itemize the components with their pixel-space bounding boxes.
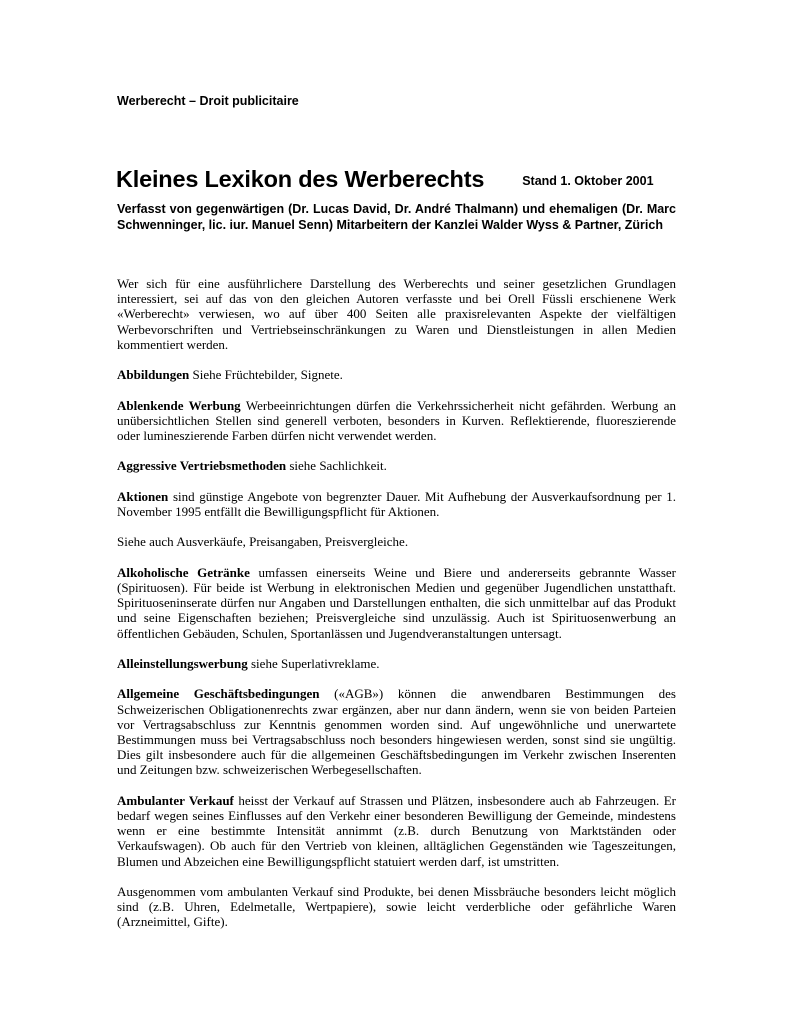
- entry-term: Alkoholische Getränke: [117, 564, 250, 580]
- entry-text: siehe Superlativreklame.: [247, 655, 380, 671]
- entry-paragraph: [117, 398, 676, 444]
- entry-text: Siehe Früchtebilder, Signete.: [189, 367, 343, 383]
- entry-paragraph: [117, 884, 676, 930]
- entry-text: Ausgenommen vom ambulanten Verkauf sind Produkte, bei denen Missbräuche besonders leicht möglich sind (z.B. Uhren, Edelmetalle, Wertpapiere), sowie leicht verderbliche oder gefährliche Waren (Arzneimittel, Gifte).: [117, 883, 676, 930]
- entry-term: Alleinstellungswerbung: [117, 655, 248, 671]
- document-body: [117, 276, 676, 945]
- entry-text: heisst der Verkauf auf Strassen und Plätzen, insbesondere auch ab Fahrzeugen. Er bedarf wegen seines Einflusses auf den Verkehr einer besonderen Bewilligung der Gemeinde, mindestens wenn er eine bestimmte Intensität annimmt (z.B. durch Benutzung von Marktständen oder Verkaufswagen). Ob auch für den Vertrieb von kleinen, alltäglichen Gegenständen wie Tageszeitungen, Blumen und Abzeichen eine Bewilligungspflicht statuiert werden darf, ist umstritten.: [117, 792, 676, 869]
- entry-paragraph: [117, 534, 676, 549]
- entry-term: Aggressive Vertriebsmethoden: [117, 458, 287, 474]
- entry-paragraph: [117, 489, 676, 519]
- entry-text: («AGB») können die anwendbaren Bestimmungen des Schweizerischen Obligationenrechts zwar ergänzen, aber nur dann ändern, wenn sie von beiden Parteien vor Vertragsabschluss zur Kenntnis genommen worden sind. Auf ungewöhnliche und unerwartete Bestimmungen muss bei Vertragsabschluss noch besonders hingewiesen werden, sonst sind sie ungültig. Dies gilt insbesondere auch für die allgemeinen Geschäftsbedingungen im Verkehr zwischen Inserenten und Zeitungen bzw. schweizerischen Werbegesellschaften.: [117, 686, 676, 778]
- entry-text: Siehe auch Ausverkäufe, Preisangaben, Preisvergleiche.: [117, 534, 409, 550]
- entry-paragraph: [117, 793, 676, 869]
- entry-paragraph: [117, 458, 676, 473]
- entry-text: siehe Sachlichkeit.: [286, 458, 387, 474]
- entry-term: Allgemeine Geschäftsbedingungen: [117, 686, 320, 702]
- intro-paragraph: Wer sich für eine ausführlichere Darstellung des Werberechts und seiner gesetzlichen Grundlagen interessiert, sei auf das von den gleichen Autoren verfasste und bei Orell Füssli erschienene Werk «Werberecht» verwiesen, wo auf über 400 Seiten alle praxisrelevanten Aspekte der vielfältigen Werbevorschriften und Vertriebseinschränkungen zu Waren und Dienstleistungen in allen Medien kommentiert werden.: [117, 276, 676, 352]
- entry-text: Werbeeinrichtungen dürfen die Verkehrssicherheit nicht gefährden. Werbung an unübersichtlichen Stellen sind generell verboten, besonders in Kurven. Reflektierende, fluoreszierende oder lumineszierende Farben dürfen nicht verwendet werden.: [117, 397, 676, 443]
- page-title: Kleines Lexikon des Werberechts: [116, 166, 485, 192]
- entry-term: Ambulanter Verkauf: [117, 792, 234, 808]
- entry-paragraph: [117, 367, 676, 382]
- entry-paragraph: [117, 686, 676, 777]
- title-row: [116, 166, 676, 193]
- entry-text: umfassen einerseits Weine und Biere und andererseits gebrannte Wasser (Spirituosen). Für beide ist Werbung in elektronischen Medien und gegenüber Jugendlichen unstatthaft. Spirituoseninserate dürfen nur Angaben und Darstellungen enthalten, die sich unmittelbar auf das Produkt und seine Eigenschaften beziehen; Preisvergleiche sind unzulässig. Auch ist Spirituosenwerbung an öffentlichen Gebäuden, Schulen, Sportanlässen und Jugendveranstaltungen untersagt.: [117, 564, 676, 641]
- entry-term: Ablenkende Werbung: [117, 397, 241, 413]
- running-header: Werberecht – Droit publicitaire: [117, 94, 299, 108]
- entry-text: sind günstige Angebote von begrenzter Dauer. Mit Aufhebung der Ausverkaufsordnung per 1. November 1995 entfällt die Bewilligungspflicht für Aktionen.: [117, 488, 676, 519]
- entry-term: Aktionen: [117, 488, 169, 504]
- authors-note: Verfasst von gegenwärtigen (Dr. Lucas David, Dr. André Thalmann) und ehemaligen (Dr. Marc Schwenninger, lic. iur. Manuel Senn) Mitarbeitern der Kanzlei Walder Wyss & Partner, Zürich: [117, 202, 676, 232]
- entry-paragraph: [117, 565, 676, 641]
- date-stamp: Stand 1. Oktober 2001: [522, 174, 654, 188]
- entry-paragraph: [117, 656, 676, 671]
- entry-term: Abbildungen: [117, 367, 190, 383]
